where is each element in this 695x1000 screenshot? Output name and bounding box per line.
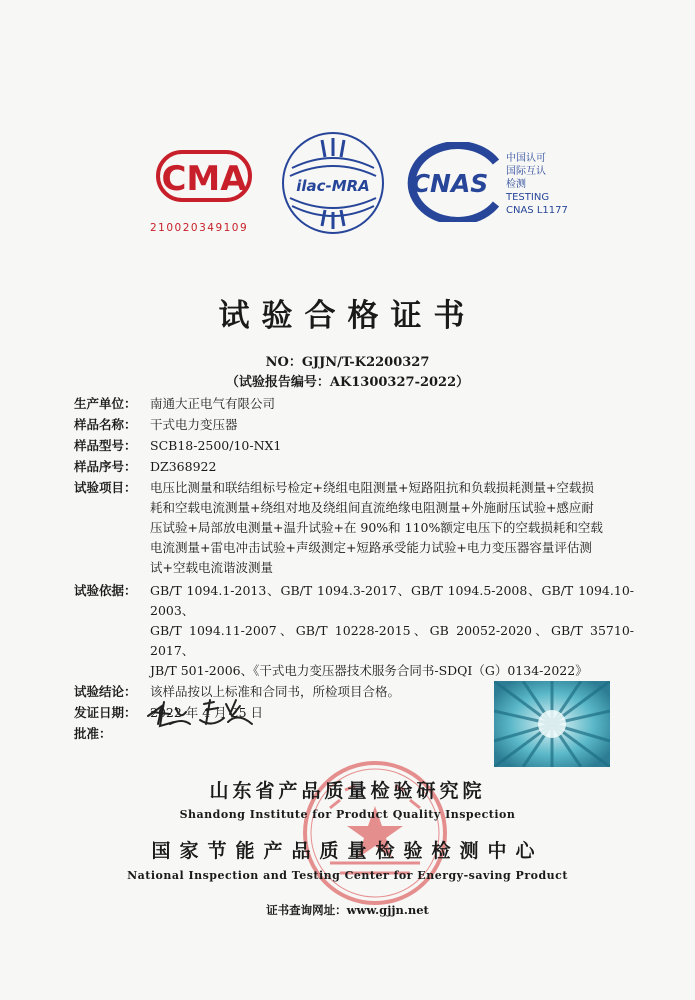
institute-name-cn: 山东省产品质量检验研究院 bbox=[209, 780, 486, 802]
field-label: 试验结论： bbox=[74, 684, 137, 699]
test-items-line: 试+空载电流谐波测量 bbox=[150, 560, 273, 575]
institute-name-en: Shandong Institute for Product Quality Inspection bbox=[179, 808, 516, 821]
ilac-mra-logo bbox=[280, 130, 386, 236]
field-value: 该样品按以上标准和合同书，所检项目合格。 bbox=[150, 684, 401, 699]
field-label: 样品型号： bbox=[74, 438, 137, 453]
field-label: 样品名称： bbox=[74, 417, 137, 432]
test-items-line: 电流测量+雷电冲击试验+声级测定+短路承受能力试验+电力变压器容量评估测 bbox=[150, 540, 592, 555]
cma-number: 210020349109 bbox=[150, 222, 249, 234]
test-basis-line: GB/T 1094.11-2007、GB/T 10228-2015、GB 20052-2020、GB/T 35710-2017、 bbox=[150, 623, 634, 658]
field-serial bbox=[74, 457, 634, 477]
center-name-en: National Inspection and Testing Center for Energy-saving Product bbox=[127, 869, 568, 882]
field-value: 南通大正电气有限公司 bbox=[150, 396, 276, 411]
center-name-cn: 国家节能产品质量检验检测中心 bbox=[151, 840, 544, 862]
field-label: 试验依据： bbox=[74, 583, 137, 598]
cma-logo bbox=[156, 150, 252, 202]
field-model bbox=[74, 436, 634, 456]
field-value: DZ368922 bbox=[150, 459, 217, 474]
hologram-sticker bbox=[494, 681, 610, 767]
certificate-number: NO：GJJN/T-K2200327 bbox=[265, 355, 430, 370]
field-label: 样品序号： bbox=[74, 459, 137, 474]
test-items-line: 耗和空载电流测量+绕组对地及绕组间直流绝缘电阻测量+外施耐压试验+感应耐 bbox=[150, 500, 594, 515]
field-sample-name bbox=[74, 415, 634, 435]
field-value: 干式电力变压器 bbox=[150, 417, 238, 432]
field-label: 批准： bbox=[74, 726, 112, 741]
cnas-line: 国际互认 bbox=[506, 166, 546, 177]
field-label: 生产单位： bbox=[74, 396, 137, 411]
test-items-line: 电压比测量和联结组标号检定+绕组电阻测量+短路阻抗和负载损耗测量+空载损 bbox=[150, 480, 594, 495]
cnas-logo bbox=[396, 142, 504, 222]
cnas-line: TESTING bbox=[506, 192, 550, 203]
svg-text:ilac-MRA: ilac-MRA bbox=[296, 177, 370, 195]
cnas-side-text bbox=[506, 152, 606, 217]
test-basis-line: JB/T 501-2006、《干式电力变压器技术服务合同书-SDQI（G）0134-2022》 bbox=[150, 663, 588, 678]
svg-text:CMA: CMA bbox=[161, 159, 247, 199]
cnas-line: CNAS L1177 bbox=[506, 205, 568, 216]
certificate-title: 试验合格证书 bbox=[218, 298, 477, 334]
test-basis-line: GB/T 1094.1-2013、GB/T 1094.3-2017、GB/T 1094.5-2008、GB/T 1094.10-2003、 bbox=[150, 583, 634, 618]
test-items-line: 压试验+局部放电测量+温升试验+在 90%和 110%额定电压下的空载损耗和空载 bbox=[150, 520, 603, 535]
field-value bbox=[150, 478, 634, 578]
svg-text:CNAS: CNAS bbox=[411, 169, 489, 198]
cnas-line: 中国认可 bbox=[506, 153, 546, 164]
cnas-line: 检测 bbox=[506, 179, 526, 190]
report-number: （试验报告编号：AK1300327-2022） bbox=[225, 375, 470, 390]
field-test-items bbox=[74, 478, 634, 578]
field-value: 2022 年 4 月 25 日 bbox=[150, 705, 264, 720]
field-value bbox=[150, 581, 634, 681]
verification-url[interactable]: 证书查询网址：www.gjjn.net bbox=[266, 903, 429, 917]
signature-image bbox=[140, 694, 260, 730]
field-producer bbox=[74, 394, 634, 414]
accreditation-logos bbox=[150, 128, 600, 238]
field-label: 发证日期： bbox=[74, 705, 137, 720]
field-value: SCB18-2500/10-NX1 bbox=[150, 438, 282, 453]
field-label: 试验项目： bbox=[74, 480, 137, 495]
field-test-basis bbox=[74, 581, 634, 681]
